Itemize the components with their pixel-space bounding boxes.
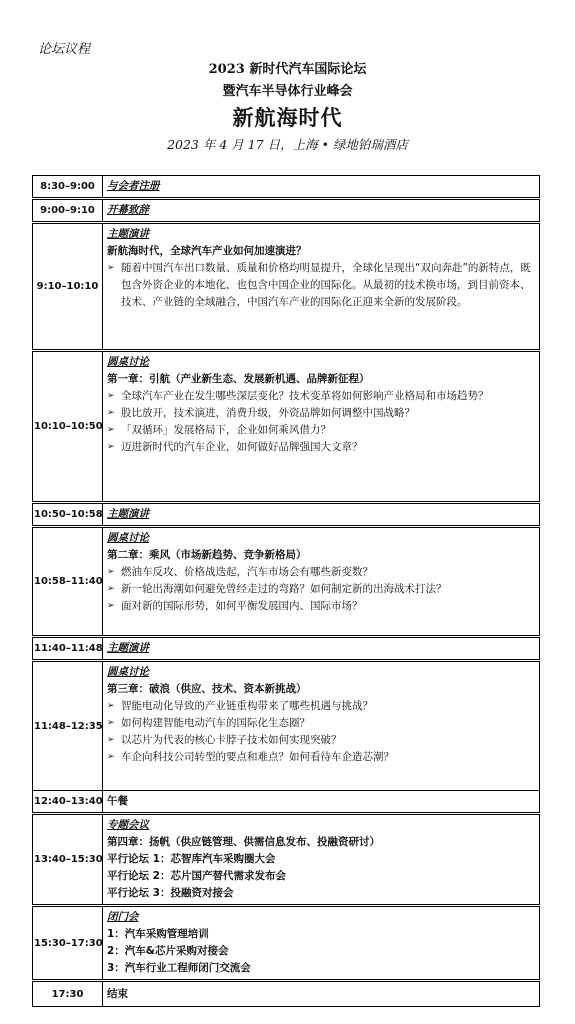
session-cell bbox=[103, 527, 540, 637]
list-item bbox=[107, 749, 535, 766]
list-item bbox=[107, 732, 535, 749]
session-title: 圆桌讨论 bbox=[107, 356, 149, 368]
session-cell bbox=[103, 814, 540, 906]
list-item bbox=[107, 439, 535, 456]
session-title: 圆桌讨论 bbox=[107, 666, 149, 678]
table-row bbox=[33, 223, 540, 351]
list-item bbox=[107, 598, 535, 615]
time-cell: 8:30–9:00 bbox=[33, 176, 103, 199]
arrow-bullet-icon: ➢ bbox=[107, 425, 115, 435]
date-venue: 2023 年 4 月 17 日，上海 • 绿地铂瑞酒店 bbox=[167, 137, 408, 152]
arrow-bullet-icon: ➢ bbox=[107, 601, 115, 611]
bullet-text: 随着中国汽车出口数量、质量和价格均明显提升，全球化呈现出“双向奔赴”的新特点，既包含外资企业的本地化，也包含中国企业的国际化。从最初的技术换市场，到目前资本、技术、产业链的全域融合，中国汽车产业的国际化正迎来全新的发展阶段。 bbox=[121, 262, 531, 308]
table-row bbox=[33, 527, 540, 637]
session-title: 主题演讲 bbox=[107, 642, 149, 654]
table-row bbox=[33, 176, 540, 199]
arrow-bullet-icon: ➢ bbox=[107, 567, 115, 577]
arrow-bullet-icon: ➢ bbox=[107, 752, 115, 762]
arrow-bullet-icon: ➢ bbox=[107, 735, 115, 745]
table-row bbox=[33, 906, 540, 981]
session-heading: 新航海时代，全球汽车产业如何加速演进？ bbox=[107, 245, 307, 257]
session-line: 平行论坛 2：芯片国产替代需求发布会 bbox=[107, 870, 286, 882]
time-cell: 13:40–15:30 bbox=[33, 814, 103, 906]
list-item bbox=[107, 422, 535, 439]
arrow-bullet-icon: ➢ bbox=[107, 263, 115, 273]
bullet-text: 车企向科技公司转型的要点和难点？如何看待车企造芯潮？ bbox=[121, 751, 394, 763]
session-line: 1：汽车采购管理培训 bbox=[107, 928, 209, 940]
session-cell bbox=[103, 351, 540, 503]
session-title: 专题会议 bbox=[107, 819, 149, 831]
list-item bbox=[107, 260, 535, 311]
main-title: 新航海时代 bbox=[232, 105, 343, 130]
list-item bbox=[107, 564, 535, 581]
time-cell: 11:40–11:48 bbox=[33, 637, 103, 661]
session-cell bbox=[103, 199, 540, 223]
table-row bbox=[33, 199, 540, 223]
list-item bbox=[107, 698, 535, 715]
bullet-text: 「双循环」发展格局下，企业如何乘风借力？ bbox=[121, 424, 331, 436]
session-cell bbox=[103, 906, 540, 981]
table-row bbox=[33, 791, 540, 814]
arrow-bullet-icon: ➢ bbox=[107, 584, 115, 594]
bullet-text: 如何构建智能电动汽车的国际化生态圈？ bbox=[121, 717, 310, 729]
session-heading: 第一章：引航（产业新生态、发展新机遇、品牌新征程） bbox=[107, 373, 370, 385]
time-cell: 10:58–11:40 bbox=[33, 527, 103, 637]
session-line: 第四章：扬帆（供应链管理、供需信息发布、投融资研讨） bbox=[107, 836, 380, 848]
session-cell bbox=[103, 503, 540, 527]
session-cell bbox=[103, 223, 540, 351]
session-heading: 第二章：乘风（市场新趋势、竞争新格局） bbox=[107, 549, 307, 561]
bullet-text: 燃油车反攻、价格战迭起，汽车市场会有哪些新变数？ bbox=[121, 566, 373, 578]
arrow-bullet-icon: ➢ bbox=[107, 408, 115, 418]
table-row bbox=[33, 661, 540, 791]
session-cell bbox=[103, 637, 540, 661]
session-line: 2：汽车&芯片采购对接会 bbox=[107, 945, 229, 957]
agenda-label: 论坛议程 bbox=[38, 42, 91, 57]
session-title: 开幕致辞 bbox=[107, 204, 149, 216]
bullet-text: 以芯片为代表的核心卡脖子技术如何实现突破？ bbox=[121, 734, 342, 746]
bullet-text: 新一轮出海潮如何避免曾经走过的弯路？如何制定新的出海战术打法？ bbox=[121, 583, 447, 595]
bullet-text: 智能电动化导致的产业链重构带来了哪些机遇与挑战？ bbox=[121, 700, 373, 712]
session-title: 主题演讲 bbox=[107, 228, 149, 240]
list-item bbox=[107, 388, 535, 405]
session-line: 3：汽车行业工程师闭门交流会 bbox=[107, 962, 251, 974]
bullet-text: 面对新的国际形势，如何平衡发展国内、国际市场？ bbox=[121, 600, 363, 612]
table-row bbox=[33, 503, 540, 527]
list-item bbox=[107, 405, 535, 422]
arrow-bullet-icon: ➢ bbox=[107, 391, 115, 401]
time-cell: 12:40–13:40 bbox=[33, 791, 103, 814]
time-cell: 10:50–10:58 bbox=[33, 503, 103, 527]
time-cell: 15:30–17:30 bbox=[33, 906, 103, 981]
bullet-text: 迈进新时代的汽车企业，如何做好品牌强国大文章？ bbox=[121, 441, 363, 453]
session-cell: 结束 bbox=[103, 981, 540, 1007]
arrow-bullet-icon: ➢ bbox=[107, 442, 115, 452]
session-cell: 午餐 bbox=[103, 791, 540, 814]
session-heading: 第三章：破浪（供应、技术、资本新挑战） bbox=[107, 683, 307, 695]
session-title: 主题演讲 bbox=[107, 508, 149, 520]
time-cell: 11:48–12:35 bbox=[33, 661, 103, 791]
session-title: 圆桌讨论 bbox=[107, 532, 149, 544]
arrow-bullet-icon: ➢ bbox=[107, 718, 115, 728]
time-cell: 9:00–9:10 bbox=[33, 199, 103, 223]
table-row bbox=[33, 637, 540, 661]
forum-title: 2023 新时代汽车国际论坛 bbox=[208, 62, 367, 77]
session-cell bbox=[103, 176, 540, 199]
time-cell: 10:10–10:50 bbox=[33, 351, 103, 503]
time-cell: 17:30 bbox=[33, 981, 103, 1007]
table-row bbox=[33, 351, 540, 503]
session-line: 平行论坛 1：芯智库汽车采购圈大会 bbox=[107, 853, 276, 865]
list-item bbox=[107, 715, 535, 732]
table-row bbox=[33, 814, 540, 906]
summit-title: 暨汽车半导体行业峰会 bbox=[222, 84, 353, 99]
session-cell bbox=[103, 661, 540, 791]
session-title: 闭门会 bbox=[107, 911, 139, 923]
arrow-bullet-icon: ➢ bbox=[107, 701, 115, 711]
table-row bbox=[33, 981, 540, 1007]
time-cell: 9:10–10:10 bbox=[33, 223, 103, 351]
bullet-text: 股比放开，技术演进，消费升级，外资品牌如何调整中国战略？ bbox=[121, 407, 415, 419]
session-line: 平行论坛 3：投融资对接会 bbox=[107, 887, 234, 899]
bullet-text: 全球汽车产业在发生哪些深层变化？技术变革将如何影响产业格局和市场趋势？ bbox=[121, 390, 489, 402]
list-item bbox=[107, 581, 535, 598]
agenda-table bbox=[32, 175, 540, 1007]
session-title: 与会者注册 bbox=[107, 180, 160, 192]
